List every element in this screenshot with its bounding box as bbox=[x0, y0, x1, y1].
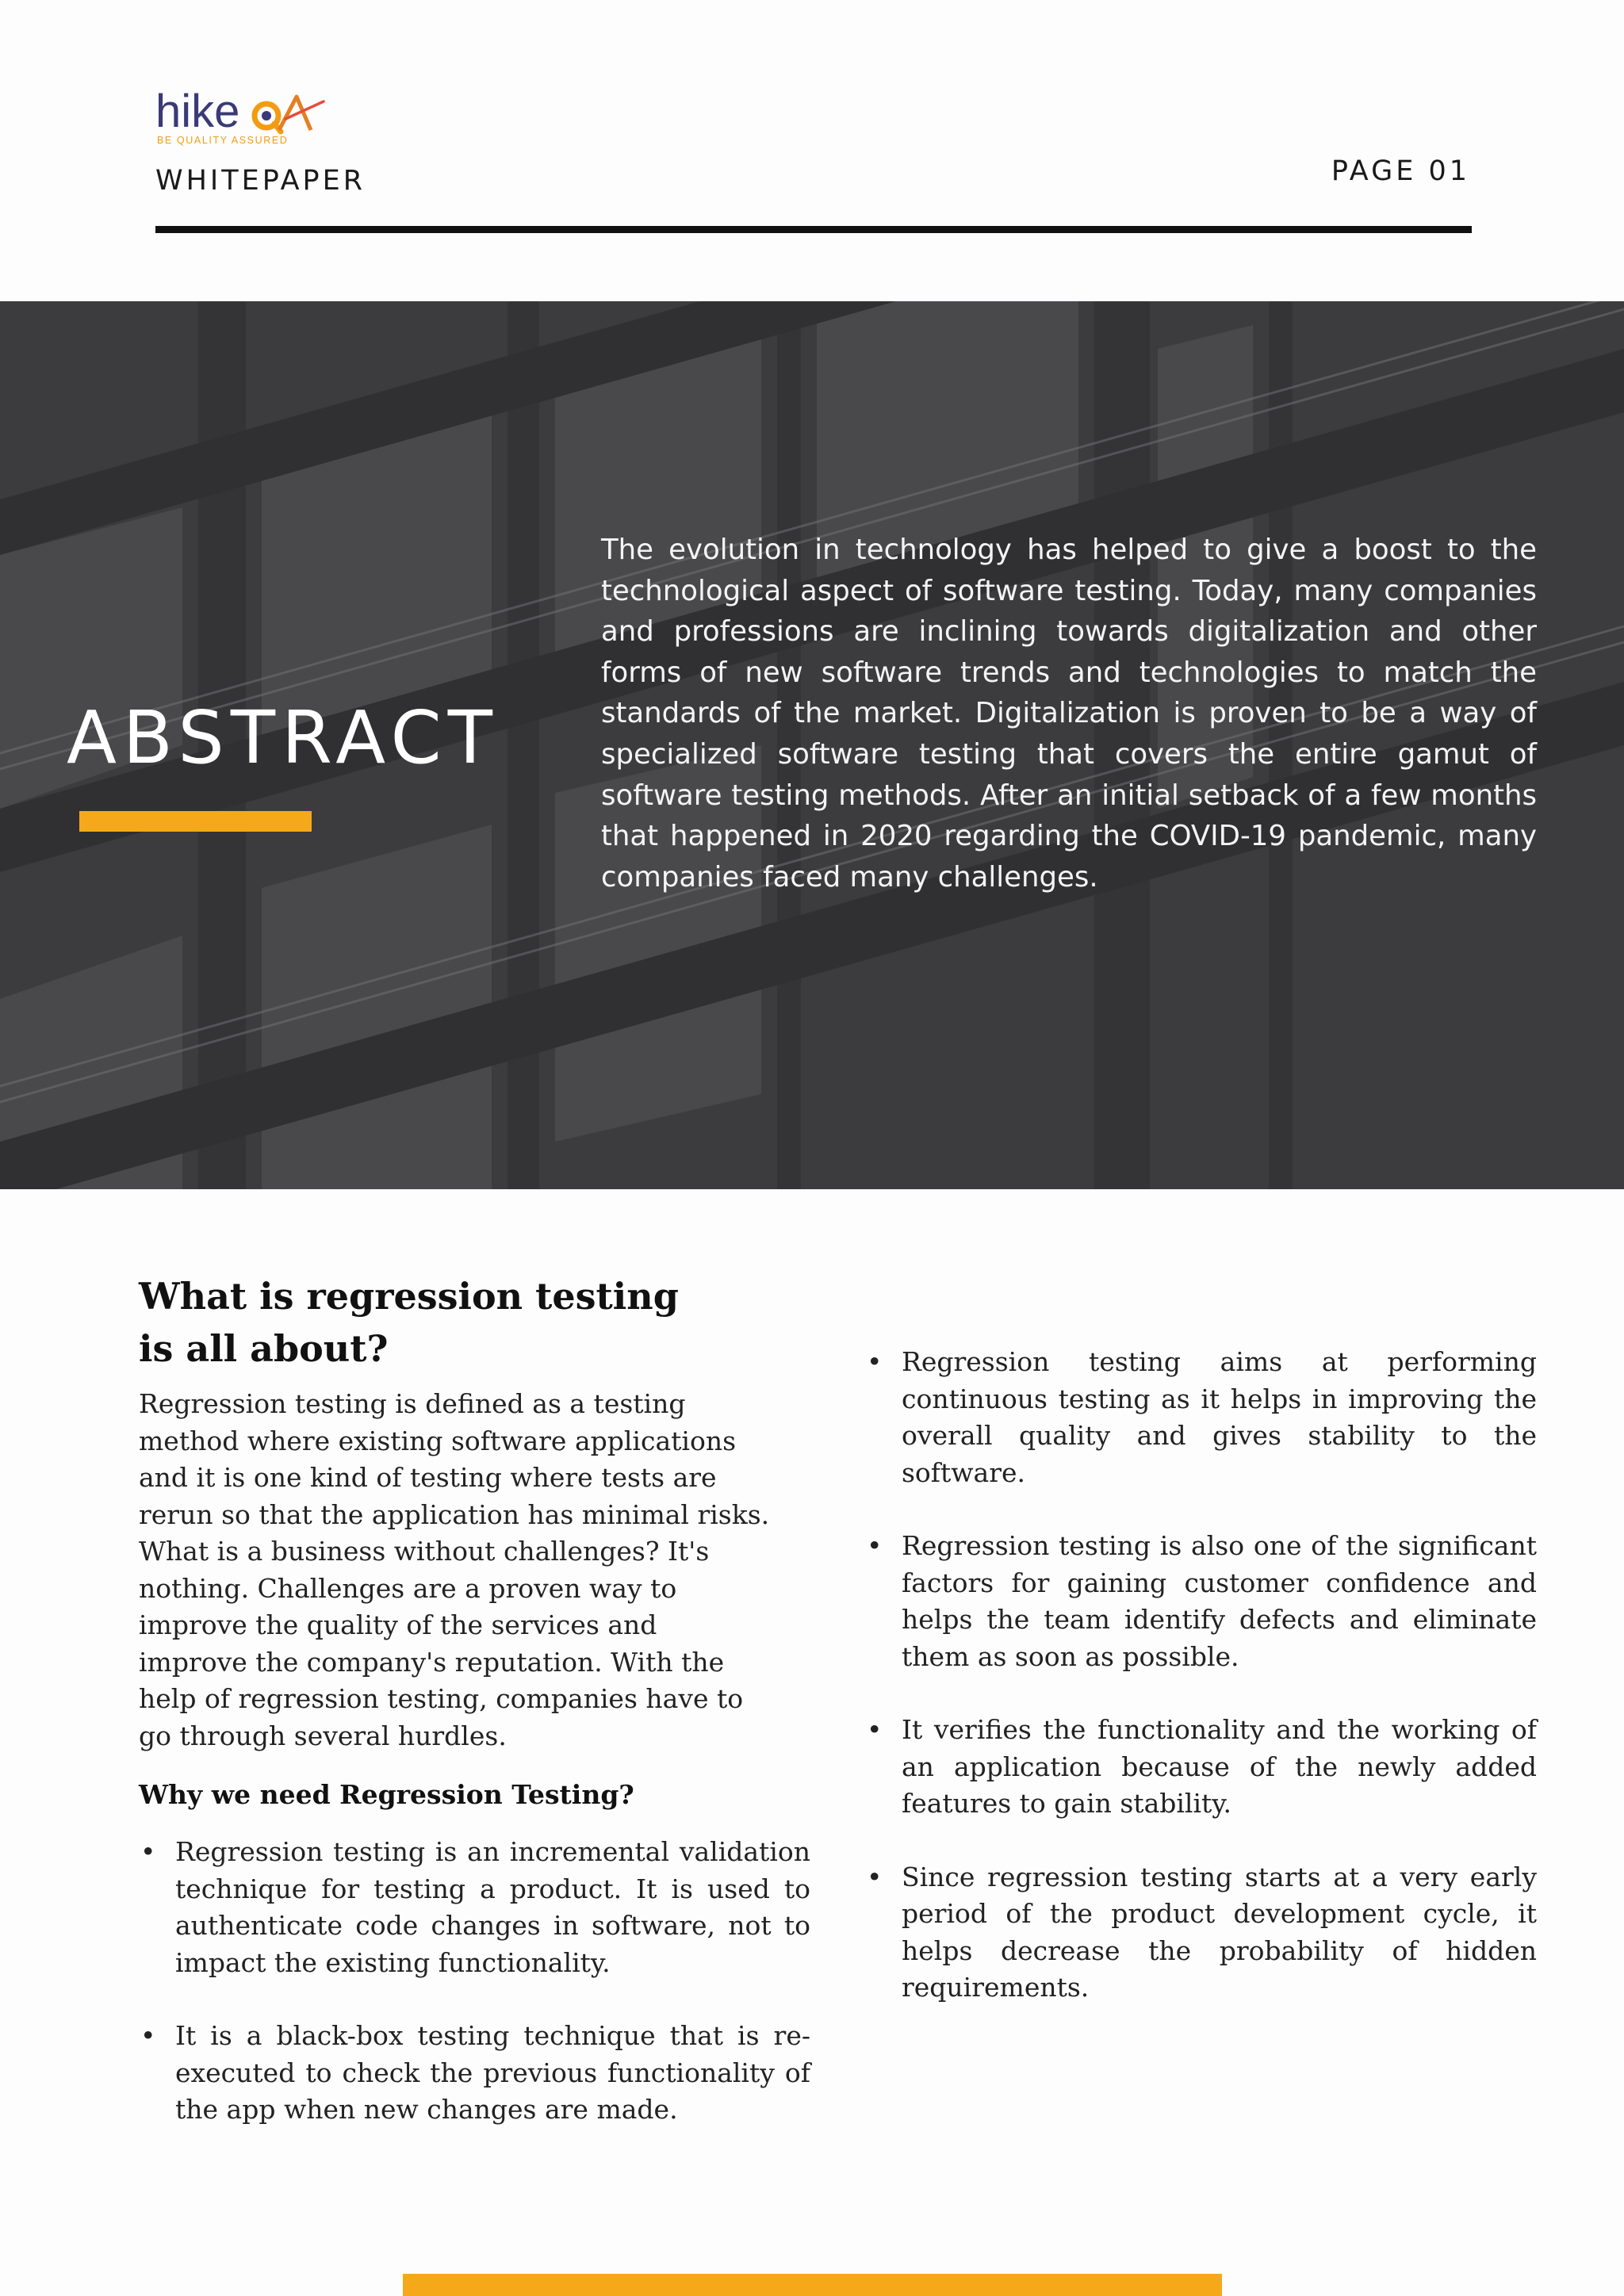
bullet-icon: • bbox=[867, 1861, 883, 1892]
list-item bbox=[140, 2018, 810, 2129]
abstract-title: ABSTRACT bbox=[67, 695, 499, 780]
footer-accent-bar bbox=[403, 2274, 1222, 2296]
company-logo bbox=[155, 87, 346, 151]
list-item-text: Since regression testing starts at a very early period of the product development cycle, it helps decrease the probability of hidden requirements. bbox=[902, 1861, 1537, 2003]
qa-logo-icon bbox=[249, 90, 328, 138]
list-item-text: Regression testing is also one of the significant factors for gaining customer confidence and helps the team identify defects and eliminate them as soon as possible. bbox=[902, 1530, 1537, 1672]
bullet-icon: • bbox=[867, 1714, 883, 1745]
list-item-text: Regression testing aims at performing continuous testing as it helps in improving the overall quality and gives stability to the software. bbox=[902, 1346, 1537, 1488]
document-type-label: WHITEPAPER bbox=[155, 165, 366, 197]
logo-tagline: BE QUALITY ASSURED bbox=[157, 135, 289, 146]
list-item bbox=[867, 1344, 1537, 1491]
section-title-line-2: is all about? bbox=[139, 1327, 389, 1370]
page-number: PAGE 01 bbox=[1331, 155, 1470, 187]
logo-wordmark: hike bbox=[155, 86, 240, 137]
header-divider bbox=[155, 226, 1472, 233]
bullet-icon: • bbox=[867, 1530, 883, 1561]
abstract-accent-bar bbox=[79, 811, 312, 832]
section-title bbox=[139, 1270, 741, 1375]
bullet-icon: • bbox=[140, 1836, 156, 1867]
list-item-text: Regression testing is an incremental validation technique for testing a product. It is used to authenticate code changes in software, not to impact the existing functionality. bbox=[175, 1836, 810, 1978]
list-item-text: It is a black-box testing technique that is re-executed to check the previous functionality of the app when new changes are made. bbox=[175, 2020, 810, 2125]
abstract-banner bbox=[0, 301, 1624, 1189]
list-item bbox=[867, 1712, 1537, 1823]
bullet-icon: • bbox=[867, 1346, 883, 1377]
bullet-list-right bbox=[867, 1344, 1537, 2043]
list-item-text: It verifies the functionality and the working of an application because of the newly added features to gain stability. bbox=[902, 1714, 1537, 1819]
section-title-line-1: What is regression testing bbox=[139, 1275, 679, 1318]
list-item bbox=[867, 1859, 1537, 2007]
subheading-why-regression: Why we need Regression Testing? bbox=[139, 1779, 634, 1810]
bullet-list-left bbox=[140, 1834, 810, 2165]
bullet-icon: • bbox=[140, 2020, 156, 2051]
abstract-paragraph: The evolution in technology has helped to give a boost to the technological aspect of software testing. Today, many companies and professions are inclining towards digitalization and other forms of new software trends and technologies to match the standards of the market. Digitalization is proven to be a way of specialized software testing that covers the entire gamut of software testing methods. After an initial setback of a few months that happened in 2020 regarding the COVID-19 pandemic, many companies faced many challenges. bbox=[601, 534, 1537, 894]
intro-paragraph: Regression testing is defined as a testing method where existing software applications and it is one kind of testing where tests are rerun so that the application has minimal risks. What is a business without challenges? It's nothing. Challenges are a proven way to improve the quality of the services and improve the company's reputation. With the help of regression testing, companies have to go through several hurdles. bbox=[139, 1388, 770, 1751]
list-item bbox=[140, 1834, 810, 1981]
list-item bbox=[867, 1528, 1537, 1675]
